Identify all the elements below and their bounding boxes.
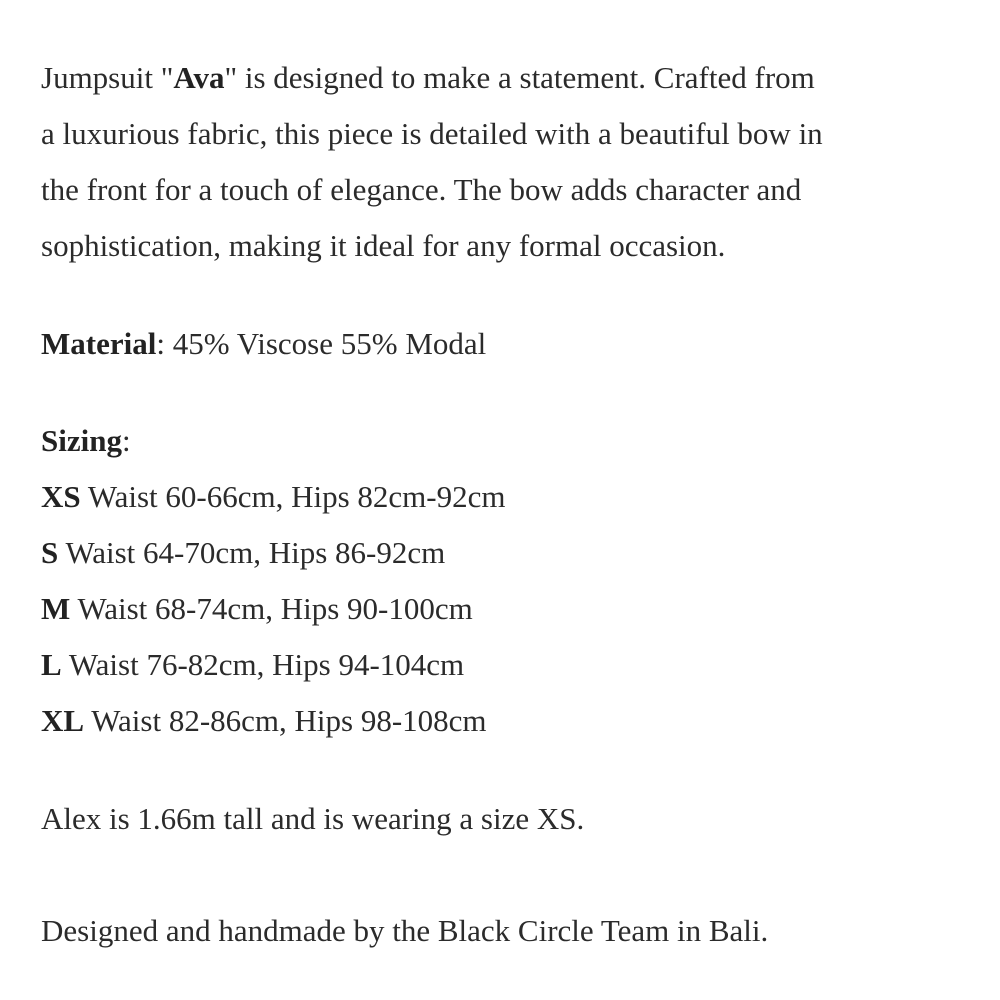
size-code: S [41,535,59,570]
size-code: L [41,647,62,682]
size-row-s [41,525,981,581]
size-code: XS [41,479,81,514]
size-details: Waist 76-82cm, Hips 94-104cm [61,647,465,682]
size-row-xl [41,693,981,749]
description-line-3: the front for a touch of elegance. The bow adds character and [41,172,802,207]
description-line-4: sophistication, making it ideal for any formal occasion. [41,228,726,263]
description-paragraph [41,50,981,274]
size-row-m [41,581,981,637]
sizing-heading: Sizing: [41,423,131,458]
material-value: 45% Viscose 55% Modal [164,326,487,361]
product-name: Ava [173,60,225,95]
description-line-1: Jumpsuit "Ava" is designed to make a statement. Crafted from [41,60,815,95]
material-info: Material: 45% Viscose 55% Modal [41,326,487,361]
size-row-xs [41,469,981,525]
size-details: Waist 82-86cm, Hips 98-108cm [84,703,487,738]
model-note: Alex is 1.66m tall and is wearing a size XS. [41,801,585,836]
size-code: XL [41,703,85,738]
size-details: Waist 60-66cm, Hips 82cm-92cm [80,479,506,514]
material-label: Material [41,326,157,361]
sizing-info [41,413,981,749]
product-description [41,50,981,959]
sizing-label: Sizing [41,423,122,458]
size-details: Waist 68-74cm, Hips 90-100cm [70,591,473,626]
size-code: M [41,591,71,626]
footer-note: Designed and handmade by the Black Circle Team in Bali. [41,913,769,948]
description-line-2: a luxurious fabric, this piece is detailed with a beautiful bow in [41,116,823,151]
size-row-l [41,637,981,693]
size-details: Waist 64-70cm, Hips 86-92cm [58,535,446,570]
